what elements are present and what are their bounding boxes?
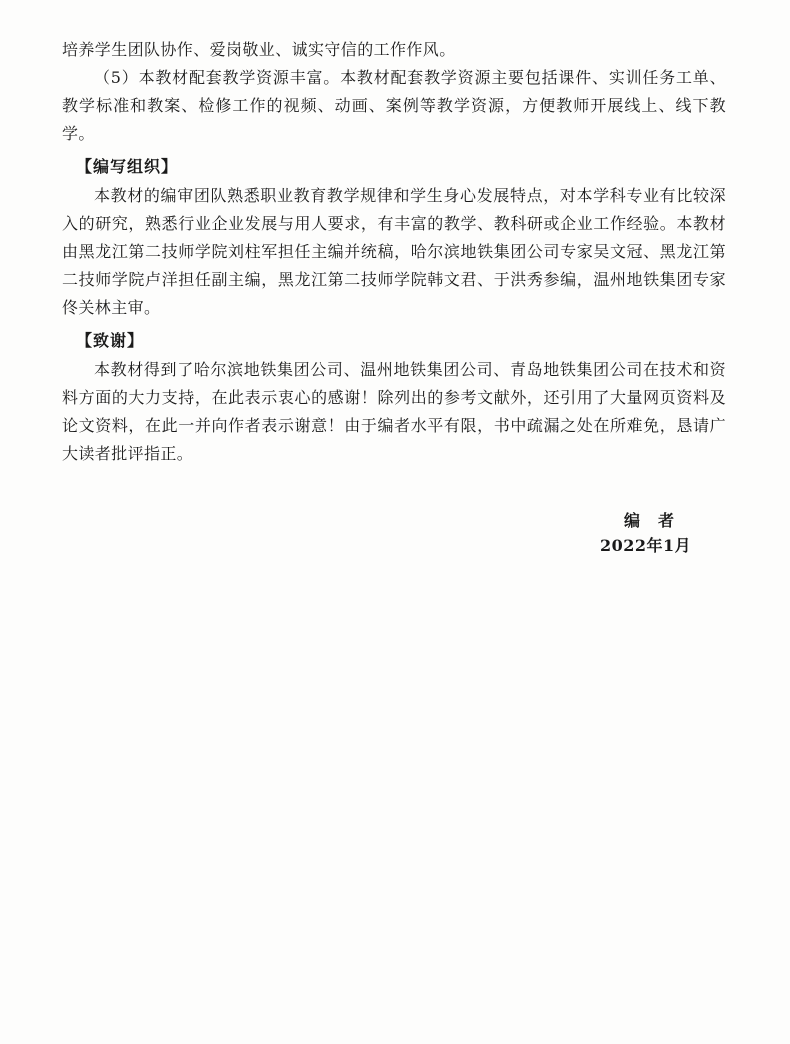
signature-date: 2022年1月 [600, 536, 692, 555]
paragraph-teaching-resources: （5）本教材配套教学资源丰富。本教材配套教学资源主要包括课件、实训任务工单、教学标准和教案、检修工作的视频、动画、案例等教学资源，方便教师开展线上、线下教学。 [62, 68, 726, 143]
preface-content [62, 36, 726, 468]
paragraph-acknowledgement: 本教材得到了哈尔滨地铁集团公司、温州地铁集团公司、青岛地铁集团公司在技术和资料方面的大力支持，在此表示衷心的感谢！除列出的参考文献外，还引用了大量网页资料及论文资料，在此一并向作者表示谢意！由于编者水平有限，书中疏漏之处在所难免，恳请广大读者批评指正。 [62, 360, 726, 463]
heading-organization: 【编写组织】 [76, 157, 179, 176]
signature-block [600, 508, 730, 558]
signature-author: 编者 [624, 511, 693, 530]
paragraph-closing-previous: 培养学生团队协作、爱岗敬业、诚实守信的工作作风。 [62, 40, 456, 59]
paragraph-organization: 本教材的编审团队熟悉职业教育教学规律和学生身心发展特点，对本学科专业有比较深入的研究，熟悉行业企业发展与用人要求，有丰富的教学、教科研或企业工作经验。本教材由黑龙江第二技师学院刘柱军担任主编并统稿，哈尔滨地铁集团公司专家吴文冠、黑龙江第二技师学院卢洋担任副主编，黑龙江第二技师学院韩文君、于洪秀参编，温州地铁集团专家佟关林主审。 [62, 186, 726, 317]
heading-acknowledgement: 【致谢】 [76, 331, 145, 350]
